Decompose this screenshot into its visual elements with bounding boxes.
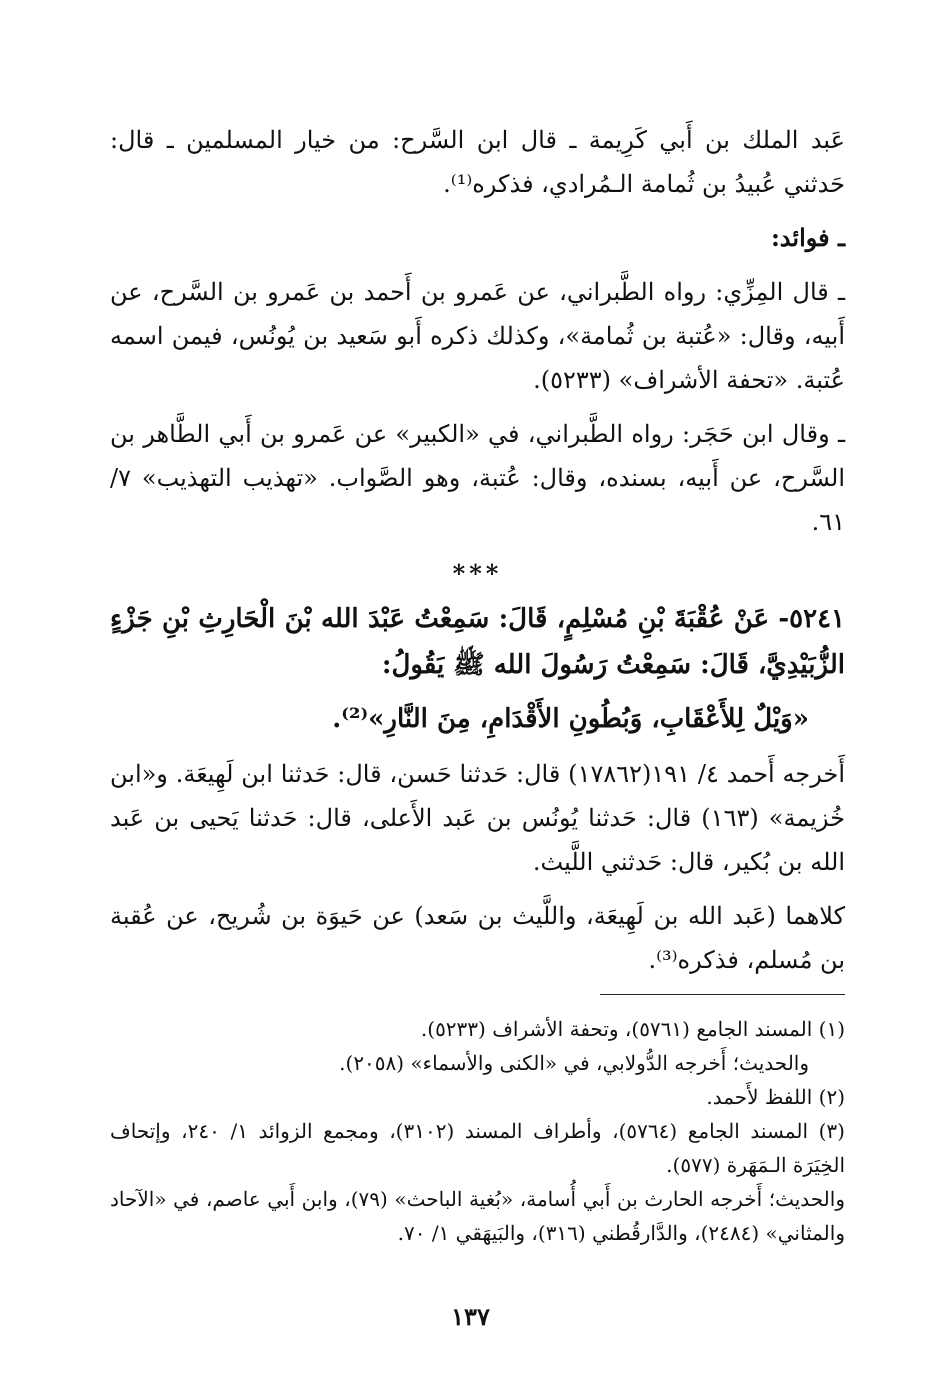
footnote-divider (600, 994, 845, 995)
footnote-2: (٢) اللفظ لأَحمد. (706, 1085, 845, 1109)
paragraph-kilahuma: كلاهما (عَبد الله بن لَهِيعَة، واللَّيث بن سَعد) عن حَيوَة بن شُريح، عن عُقبة بن مُسلم، فذكره⁽³⁾. (110, 902, 845, 974)
hadith-text: ٥٢٤١- عَنْ عُقْبَةَ بْنِ مُسْلِمٍ، قَالَ: سَمِعْتُ عَبْدَ الله بْنَ الْحَارِثِ بْنِ جَزْءٍ الزُّبَيْدِيَّ، قَالَ: سَمِعْتُ رَسُولَ الله ﷺ يَقُولُ: (110, 604, 845, 680)
section-separator: *** (452, 559, 503, 588)
footnote-3: (٣) المسند الجامع (٥٧٦٤)، وأطراف المسند (٣١٠٢)، ومجمع الزوائد ١/ ٢٤٠، وإتحاف الخِيَرَة الـمَهَرة (٥٧٧). (110, 1119, 845, 1177)
footnote-1: (١) المسند الجامع (٥٧٦١)، وتحفة الأشراف (٥٢٣٣). (420, 1017, 845, 1041)
paragraph-1: عَبد الملك بن أَبي كَرِيمة ـ قال ابن السَّرح: من خيار المسلمين ـ قال: حَدثني عُبيدُ بن ثُمامة الـمُرادي، فذكره⁽¹⁾. (110, 126, 845, 198)
page-number: ١٣٧ (451, 1302, 490, 1331)
paragraph-ibn-hajar: ـ وقال ابن حَجَر: رواه الطَّبراني، في «الكبير» عن عَمرو بن أَبي الطَّاهر بن السَّرح، عن أَبيه، بسنده، وقال: عُتبة، وهو الصَّواب. «تهذيب التهذيب» ٧/ ٦١. (110, 420, 846, 536)
paragraph-mizzi: ـ قال المِزِّي: رواه الطَّبراني، عن عَمرو بن أَحمد بن عَمرو بن السَّرح، عن أَبيه، وقال: «عُتبة بن ثُمامة»، وكذلك ذكره أَبو سَعيد بن يُونُس، فيمن اسمه عُتبة. «تحفة الأشراف» (٥٢٣٣). (110, 278, 845, 394)
footnote-1-continuation: والحديث؛ أَخرجه الدُّولابي، في «الكنى والأسماء» (٢٠٥٨). (339, 1051, 809, 1075)
fawaid-heading: ـ فوائد: (770, 223, 845, 252)
footnote-3-continuation: والحديث؛ أَخرجه الحارث بن أَبي أُسامة، «بُغية الباحث» (٧٩)، وابن أَبي عاصم، في «الآحاد والمثاني» (٢٤٨٤)، والدَّارقُطني (٣١٦)، والبَيهَقي ١/ ٧٠. (110, 1187, 845, 1245)
footnotes (110, 1012, 845, 1250)
paragraph-takhrij: أَخرجه أَحمد ٤/ ١٩١(١٧٨٦٢) قال: حَدثنا حَسن، قال: حَدثنا ابن لَهِيعَة. و«ابن خُزيمة» (١٦٣) قال: حَدثنا يُونُس بن عَبد الأَعلى، قال: حَدثنا يَحيى بن عَبد الله بن بُكير، قال: حَدثني اللَّيث. (110, 760, 846, 876)
page-body (110, 118, 845, 992)
hadith-quote: «وَيْلٌ لِلأَعْقَابِ، وَبُطُونِ الأَقْدَامِ، مِنَ النَّارِ»⁽²⁾. (332, 704, 809, 734)
